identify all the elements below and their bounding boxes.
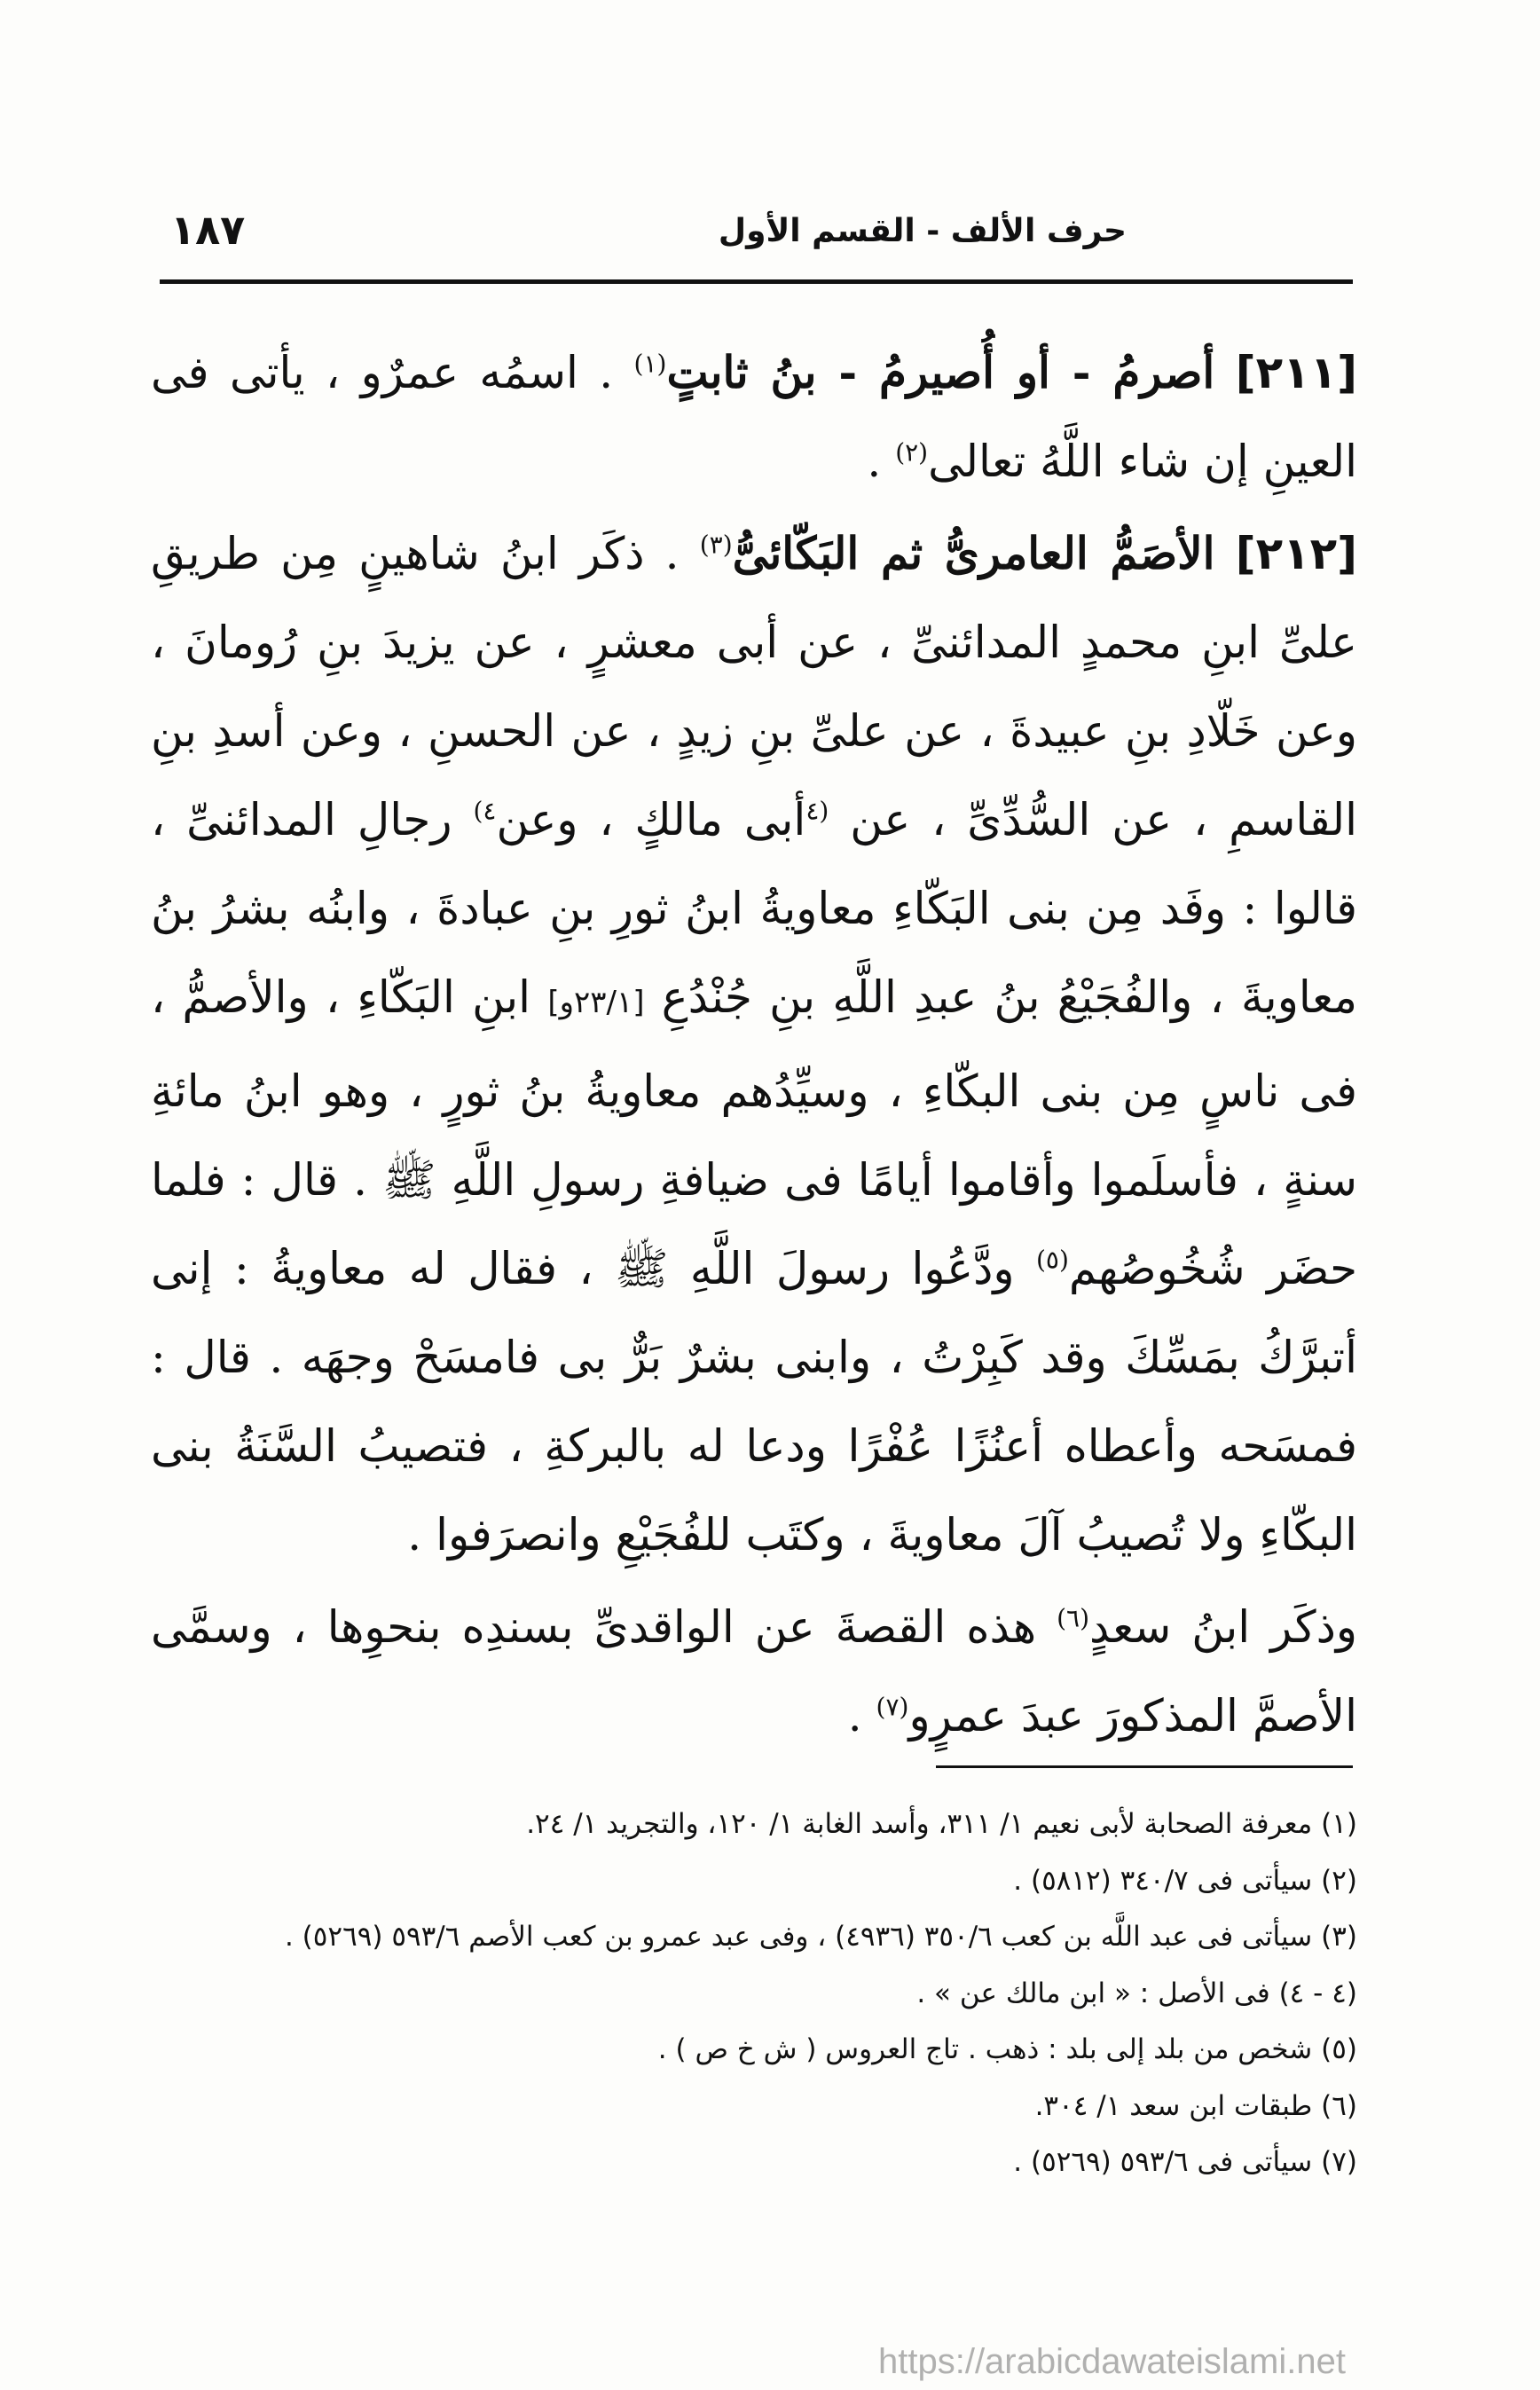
- closing-text: وذكَر ابنُ سعدٍ: [1089, 1601, 1357, 1653]
- footnote-3: (٣) سيأتى فى عبد اللَّه بن كعب ٣٥٠/٦ (٤٩٣٦) ، وفى عبد عمرو بن كعب الأصم ٥٩٣/٦ (٥٢٦٩) .: [284, 1921, 1357, 1953]
- closing-text: .: [847, 1690, 862, 1741]
- footnote-ref: (٥): [1035, 1245, 1069, 1275]
- footnote-ref: (٦): [1057, 1603, 1090, 1633]
- header-rule: [160, 279, 1353, 284]
- entry-text: . اسمُه عمرٌو ، يأتى فى العينِ إن شاء اللَّهُ تعالى: [151, 347, 1357, 487]
- footnote-ref: (٤: [805, 796, 829, 826]
- entry-number: [٢١٢]: [1235, 528, 1357, 579]
- entry-name: أصرمُ - أو أُصيرمُ - بنُ ثابتٍ: [666, 346, 1215, 398]
- entry-text: . ذكَر ابنُ شاهينٍ مِن طريقِ علىِّ ابنِ محمدٍ المدائنىِّ ، عن أبى معشرٍ ، عن يزيدَ بنِ رُومانَ ، وعن خَلّادِ بنِ عبيدةَ ، عن علىِّ بنِ زيدٍ ، عن الحسنِ ، وعن أسدِ بنِ القاسمِ ، عن السُّدِّىِّ ، عن: [151, 528, 1357, 845]
- footnotes: [160, 1796, 1357, 2191]
- running-header: [151, 206, 1357, 268]
- footnote-6: (٦) طبقات ابن سعد ١/ ٣٠٤.: [1034, 2089, 1357, 2122]
- entry-text: .: [867, 436, 882, 487]
- watermark-url: https://arabicdawateislami.net: [878, 2342, 1346, 2381]
- closing-paragraph: [151, 1583, 1357, 1760]
- footnote-ref: (٣): [699, 530, 733, 560]
- footnote-ref: (٢): [895, 437, 929, 468]
- footnote-ref: ٤): [473, 796, 497, 826]
- entry-text: ودَّعُوا رسولَ اللَّهِ ﷺ ، فقال له معاويةُ : إنى أتبرَّكُ بمَسِّكَ وقد كَبِرْتُ ، وابنى بشرٌ بَرٌّ بى فامسَحْ وجهَه . قال : فمسَحه وأعطاه أعنُزًا عُفْرًا ودعا له بالبركةِ ، فتصيبُ السَّنَةُ بنى البكّاءِ ولا تُصيبُ آلَ معاويةَ ، وكتَب للفُجَيْعِ وانصرَفوا .: [151, 1243, 1357, 1561]
- footnote-5: (٥) شخص من بلد إلى بلد : ذهب . تاج العروس ( ش خ ص ) .: [657, 2033, 1357, 2065]
- entry-211: [151, 328, 1357, 506]
- footnote-separator: [936, 1765, 1353, 1768]
- entry-text: رجالِ المدائنىِّ ، قالوا : وفَد مِن بنى البَكّاءِ معاويةُ ابنُ ثورِ بنِ عبادةَ ، وابنُه بشرُ بنُ معاويةَ ، والفُجَيْعُ بنُ عبدِ اللَّهِ بنِ جُنْدُعِ: [151, 794, 1357, 1023]
- entry-name: الأصَمُّ العامرىُّ ثم البَكّائىُّ: [732, 527, 1215, 579]
- footnote-4: (٤ - ٤) فى الأصل : « ابن مالك عن » .: [916, 1977, 1357, 2009]
- footnote-1: (١) معرفة الصحابة لأبى نعيم ١/ ٣١١، وأسد الغابة ١/ ١٢٠، والتجريد ١/ ٢٤.: [526, 1808, 1357, 1840]
- entry-text: أبى مالكٍ ، وعن: [496, 794, 806, 845]
- header-title: حرف الألف - القسم الأول: [718, 213, 1127, 249]
- entry-212: [151, 509, 1357, 1579]
- main-text: [151, 328, 1357, 1760]
- page-number: ١٨٧: [170, 206, 246, 254]
- entry-text: ابنِ البَكّاءِ ، والأصمُّ ، فى ناسٍ مِن بنى البكّاءِ ، وسيِّدُهم معاويةُ بنُ ثورٍ ، وهو ابنُ مائةِ سنةٍ ، فأسلَموا وأقاموا أيامًا فى ضيافةِ رسولِ اللَّهِ ﷺ . قال : فلما حضَر شُخُوصُهم: [151, 971, 1357, 1294]
- footnote-ref: (١): [633, 349, 667, 379]
- closing-text: هذه القصةَ عن الواقدىِّ بسندِه بنحوِها ، وسمَّى الأصمَّ المذكورَ عبدَ عمرٍو: [151, 1601, 1357, 1741]
- entry-number: [٢١١]: [1235, 347, 1357, 398]
- footnote-2: (٢) سيأتى فى ٣٤٠/٧ (٥٨١٢) .: [1013, 1864, 1357, 1897]
- manuscript-ref: [٢٣/١و]: [547, 985, 645, 1020]
- footnote-ref: (٧): [876, 1692, 909, 1722]
- footnote-7: (٧) سيأتى فى ٥٩٣/٦ (٥٢٦٩) .: [1013, 2146, 1357, 2178]
